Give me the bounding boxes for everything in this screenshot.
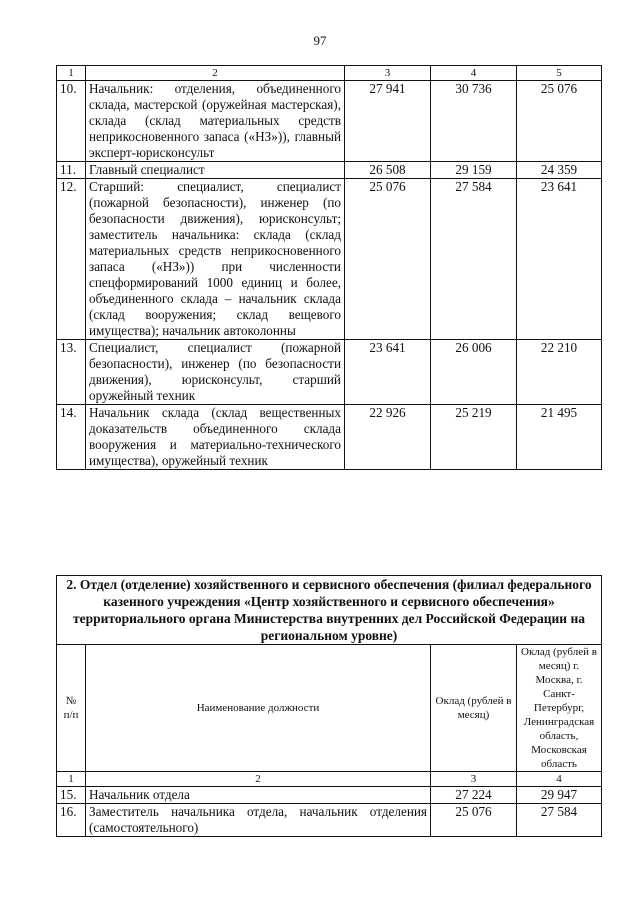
row-number: 13. xyxy=(57,340,86,405)
position-name: Начальник отдела xyxy=(86,787,431,804)
position-name: Начальник склада (склад вещественных доказательств объединенного склада вооружения и материально-технического имущества), оружейный техник xyxy=(86,405,345,470)
row-number: 15. xyxy=(57,787,86,804)
section-title: 2. Отдел (отделение) хозяйственного и сервисного обеспечения (филиал федерального казенного учреждения «Центр хозяйственного и сервисного обеспечения» территориального органа Министерства внутренних дел Российской Федерации на региональном уровне) xyxy=(57,576,602,645)
header-salary: Оклад (рублей в месяц) xyxy=(431,645,517,772)
column-number-row xyxy=(57,66,602,81)
salary-value: 22 926 xyxy=(345,405,431,470)
salary-value: 27 224 xyxy=(431,787,517,804)
salary-value: 29 947 xyxy=(517,787,602,804)
salary-value: 25 076 xyxy=(517,81,602,162)
table-row xyxy=(57,179,602,340)
page-number: 97 xyxy=(313,33,327,48)
salary-value: 23 641 xyxy=(345,340,431,405)
table-row xyxy=(57,804,602,837)
row-number: 12. xyxy=(57,179,86,340)
position-name: Начальник: отделения, объединенного склада, мастерской (оружейная мастерская), склада (склад материальных средств неприкосновенного запаса («НЗ»)), главный эксперт-юрисконсульт xyxy=(86,81,345,162)
salary-value: 30 736 xyxy=(431,81,517,162)
col-number: 5 xyxy=(517,66,602,81)
salary-value: 25 076 xyxy=(345,179,431,340)
header-salary-regions: Оклад (рублей в месяц) г. Москва, г. Санкт-Петербург, Ленинградская область, Московская область xyxy=(517,645,602,772)
salary-value: 22 210 xyxy=(517,340,602,405)
salary-value: 21 495 xyxy=(517,405,602,470)
row-number: 16. xyxy=(57,804,86,837)
salary-value: 27 584 xyxy=(431,179,517,340)
col-number: 3 xyxy=(431,772,517,787)
row-number: 14. xyxy=(57,405,86,470)
salary-value: 26 006 xyxy=(431,340,517,405)
col-number: 1 xyxy=(57,772,86,787)
col-number: 1 xyxy=(57,66,86,81)
salary-value: 27 941 xyxy=(345,81,431,162)
row-number: 10. xyxy=(57,81,86,162)
col-number: 2 xyxy=(86,66,345,81)
salary-value: 27 584 xyxy=(517,804,602,837)
col-number: 3 xyxy=(345,66,431,81)
position-name: Заместитель начальника отдела, начальник отделения (самостоятельного) xyxy=(86,804,431,837)
col-number: 4 xyxy=(517,772,602,787)
section-heading-row xyxy=(57,576,602,645)
column-number-row xyxy=(57,772,602,787)
table-row xyxy=(57,81,602,162)
salary-value: 26 508 xyxy=(345,162,431,179)
header-num: № п/п xyxy=(57,645,86,772)
salary-value: 29 159 xyxy=(431,162,517,179)
table-row xyxy=(57,340,602,405)
header-position: Наименование должности xyxy=(86,645,431,772)
table-row xyxy=(57,162,602,179)
position-name: Старший: специалист, специалист (пожарной безопасности), инженер (по безопасности движения), юрисконсульт; заместитель начальника: склада (склад материальных средств неприкосновенного запаса («НЗ»)) при численности спецформирований 1000 единиц и более, объединенного склада – начальник склада (склад вооружения; склад вещевого имущества); начальник автоколонны xyxy=(86,179,345,340)
row-number: 11. xyxy=(57,162,86,179)
table-row xyxy=(57,787,602,804)
position-name: Главный специалист xyxy=(86,162,345,179)
col-number: 4 xyxy=(431,66,517,81)
salary-value: 25 219 xyxy=(431,405,517,470)
salary-table-section-1 xyxy=(56,65,602,470)
table-row xyxy=(57,405,602,470)
salary-value: 24 359 xyxy=(517,162,602,179)
salary-value: 25 076 xyxy=(431,804,517,837)
col-number: 2 xyxy=(86,772,431,787)
position-name: Специалист, специалист (пожарной безопасности), инженер (по безопасности движения), юрисконсульт, старший оружейный техник xyxy=(86,340,345,405)
table-header-row xyxy=(57,645,602,772)
salary-value: 23 641 xyxy=(517,179,602,340)
salary-table-section-2 xyxy=(56,575,602,837)
